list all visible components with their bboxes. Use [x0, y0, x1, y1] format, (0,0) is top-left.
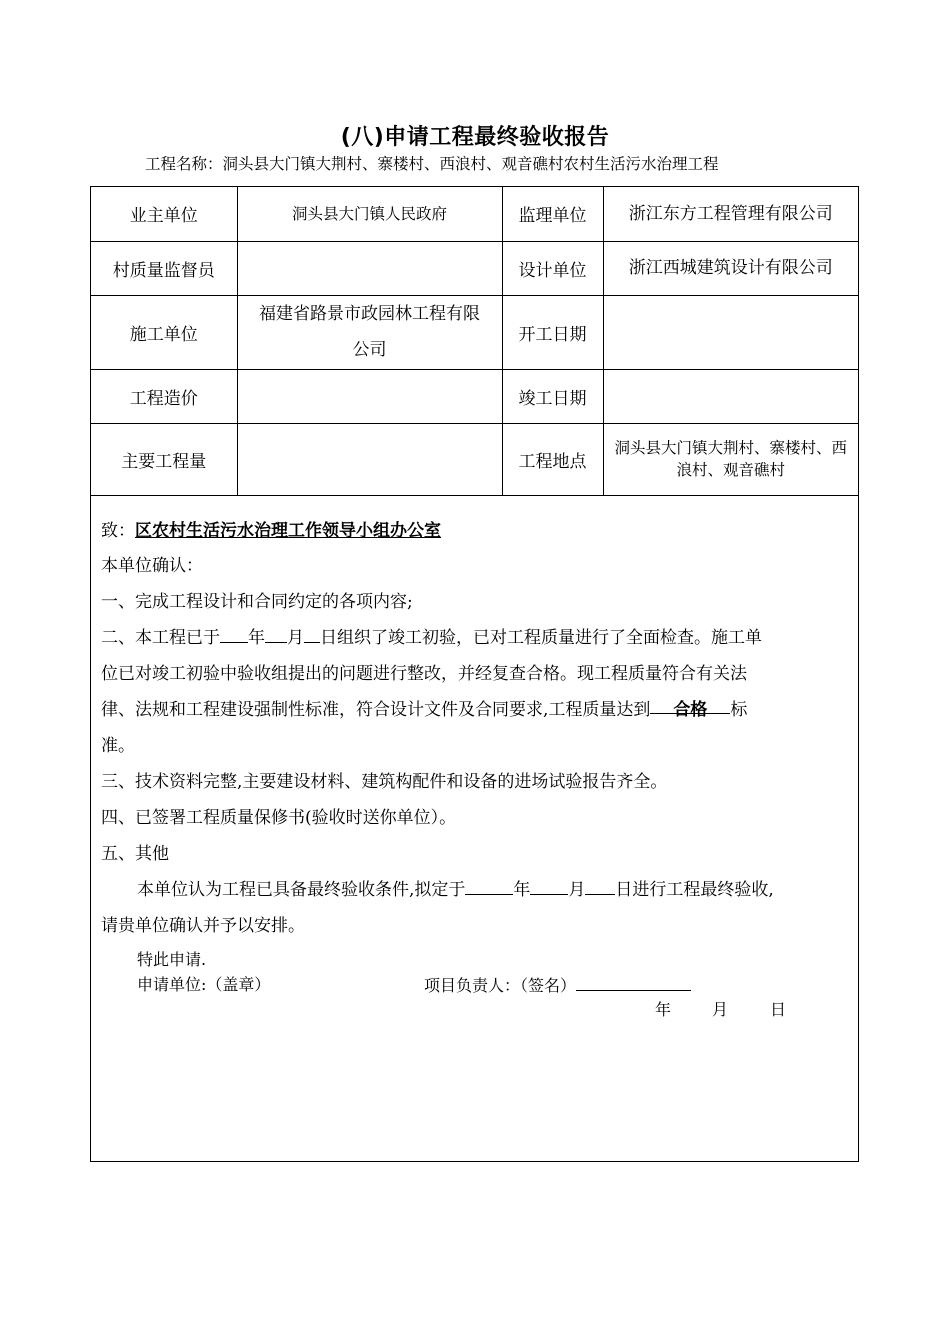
schedule-month: 月 — [568, 880, 586, 900]
table-row — [91, 369, 858, 423]
table-row — [91, 241, 858, 295]
item-2-month: 月 — [287, 628, 304, 648]
quality-level: 合格 — [650, 695, 730, 714]
date-day: 日 — [770, 1000, 787, 1019]
item-2-standard-suffix: 标 — [730, 700, 748, 720]
item-2-year: 年 — [248, 628, 265, 648]
schedule-text: 本单位认为工程已具备最终验收条件,拟定于 — [137, 880, 466, 900]
owner-value: 洞头县大门镇人民政府 — [237, 187, 502, 241]
signature-field — [576, 972, 691, 991]
main-quantity-value — [237, 423, 502, 495]
recipient-line — [101, 516, 441, 541]
table-row — [91, 295, 858, 369]
pm-label: 项目负责人：（签名） — [424, 976, 577, 995]
blank-day-field — [304, 624, 320, 643]
village-inspector-label: 村质量监督员 — [91, 241, 237, 295]
schedule-month-field — [530, 876, 568, 895]
village-inspector-value — [237, 241, 502, 295]
date-month: 月 — [712, 1000, 729, 1019]
project-location-label: 工程地点 — [502, 423, 603, 495]
table-row — [91, 423, 858, 495]
completion-date-label: 竣工日期 — [502, 369, 603, 423]
blank-month-field — [265, 624, 287, 643]
supervisor-label: 监理单位 — [502, 187, 603, 241]
item-5: 五、其他 — [101, 844, 169, 864]
item-2-line-3 — [101, 695, 747, 720]
confirm-line: 本单位确认： — [101, 556, 203, 576]
start-date-value — [603, 295, 858, 369]
construction-unit-label: 施工单位 — [91, 295, 237, 369]
item-2-standard-text: 律、法规和工程建设强制性标准，符合设计文件及合同要求,工程质量达到 — [101, 700, 651, 720]
schedule-day-field — [585, 876, 615, 895]
recipient-org: 区农村生活污水治理工作领导小组办公室 — [135, 521, 441, 541]
project-manager-signature — [424, 972, 691, 996]
date-year: 年 — [655, 1000, 672, 1019]
schedule-rest: 日进行工程最终验收, — [615, 880, 774, 900]
completion-date-value — [603, 369, 858, 423]
item-1: 一、完成工程设计和合同约定的各项内容; — [101, 592, 413, 612]
project-location-value: 洞头县大门镇大荆村、寨楼村、西浪村、观音礁村 — [603, 423, 858, 495]
design-unit-value: 浙江西城建筑设计有限公司 — [603, 241, 858, 295]
construction-unit-value: 福建省路景市政园林工程有限公司 — [237, 295, 502, 369]
applicant-seal: 申请单位:（盖章） — [137, 975, 271, 994]
page-title: (八)申请工程最终验收报告 — [340, 125, 610, 150]
table-row — [91, 187, 858, 241]
item-2-line-1 — [101, 623, 762, 648]
main-quantity-label: 主要工程量 — [91, 423, 237, 495]
owner-label: 业主单位 — [91, 187, 237, 241]
project-cost-label: 工程造价 — [91, 369, 237, 423]
project-cost-value — [237, 369, 502, 423]
schedule-line-2: 请贵单位确认并予以安排。 — [101, 916, 305, 936]
schedule-year-field — [465, 876, 513, 895]
recipient-prefix: 致： — [101, 521, 135, 541]
blank-year-field — [220, 624, 248, 643]
project-name-line: 工程名称：洞头县大门镇大荆村、寨楼村、西浪村、观音礁村农村生活污水治理工程 — [145, 155, 719, 173]
item-2-line-2: 位已对竣工初验中验收组提出的问题进行整改，并经复查合格。现工程质量符合有关法 — [101, 664, 747, 684]
supervisor-value: 浙江东方工程管理有限公司 — [603, 187, 858, 241]
item-2-rest: 日组织了竣工初验，已对工程质量进行了全面检查。施工单 — [320, 628, 762, 648]
special-request: 特此申请. — [137, 950, 207, 969]
start-date-label: 开工日期 — [502, 295, 603, 369]
report-form — [90, 186, 859, 1162]
item-3: 三、技术资料完整,主要建设材料、建筑构配件和设备的进场试验报告齐全。 — [101, 772, 668, 792]
item-2-line-4: 准。 — [101, 736, 135, 756]
item-2-prefix: 二、本工程已于 — [101, 628, 220, 648]
schedule-paragraph — [137, 875, 774, 900]
schedule-year: 年 — [513, 880, 531, 900]
info-table — [91, 187, 858, 496]
item-4: 四、已签署工程质量保修书(验收时送你单位）。 — [101, 808, 457, 828]
design-unit-label: 设计单位 — [502, 241, 603, 295]
